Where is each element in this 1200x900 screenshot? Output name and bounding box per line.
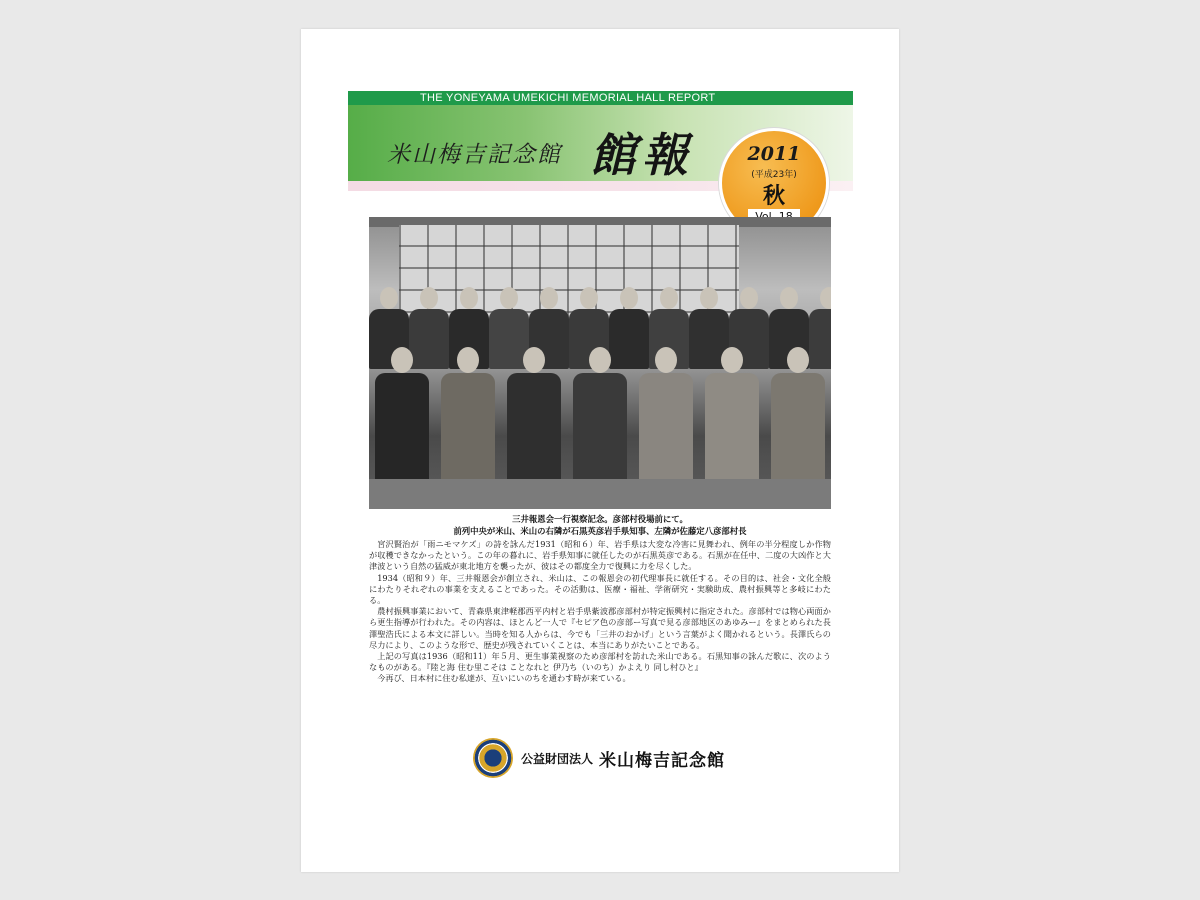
issue-year: 2011: [747, 143, 801, 165]
report-page: [301, 29, 899, 872]
article-paragraph: 農村振興事業において、青森県東津軽郡西平内村と岩手県紫波郡彦部村が特定振興村に指定された。彦部村では物心両面から更生指導が行われた。その内容は、ほとんど一人で『セピア色の彦部ー写真で見る彦部地区のあゆみー』をまとめられた長澤聖浩氏による本文に詳しい。当時を知る人からは、今でも「三井のおかげ」という言葉がよく聞かれるという。長澤氏らの尽力により、このような形で、歴史が残されていくことは、本当にありがたいことである。: [369, 606, 831, 650]
hall-name-title: 米山梅吉記念館: [387, 142, 562, 168]
article-body: [369, 539, 831, 685]
rotary-wheel-icon: [473, 738, 513, 778]
report-title: 館報: [590, 128, 694, 182]
photo-caption: [369, 513, 831, 537]
photo-front-row: [369, 347, 831, 483]
publisher-footer: [473, 738, 725, 778]
issue-era: (平成23年): [751, 170, 797, 180]
photo-ground: [369, 479, 831, 509]
issue-season: 秋: [762, 183, 785, 209]
article-paragraph: 上記の写真は1936（昭和11）年５月、更生事業視察のため彦部村を訪れた米山である。石黒知事の詠んだ歌に、次のようなものがある。『陸と海 住む里こそは ことなれと 伊乃ち（いのち）かよえり 同し村ひと』: [369, 651, 831, 673]
org-name: 米山梅吉記念館: [599, 750, 726, 771]
article-paragraph: 宮沢賢治が「雨ニモマケズ」の詩を詠んだ1931（昭和６）年、岩手県は大変な冷害に見舞われ、例年の半分程度しか作物が収穫できなかったという。この年の暮れに、岩手県知事に就任したのが石黒英彦である。石黒が在任中、二度の大凶作と大津波という自然の猛威が東北地方を襲ったが、彼はその都度全力で復興に力を尽くした。: [369, 539, 831, 572]
article-paragraph: 今再び、日本村に住む私達が、互いにいのちを通わす時が来ている。: [377, 673, 631, 684]
caption-line: 前列中央が米山、米山の右隣が石黒英彦岩手県知事、左隣が佐藤定八彦部村長: [453, 526, 747, 536]
english-title-bar: THE YONEYAMA UMEKICHI MEMORIAL HALL REPORT: [348, 91, 853, 105]
caption-line: 三井報恩会一行視察記念。彦部村役場前にて。: [512, 514, 688, 524]
group-photo: [369, 217, 831, 509]
org-type: 公益財団法人: [521, 751, 594, 766]
article-paragraph: 1934（昭和９）年、三井報恩会が創立され、米山は、この報恩会の初代理事長に就任する。その目的は、社会・文化全般にわたりそれぞれの事業を支えることであった。その活動は、医療・福祉、学術研究・実験助成、農村振興等と多岐にわたる。: [369, 572, 831, 606]
